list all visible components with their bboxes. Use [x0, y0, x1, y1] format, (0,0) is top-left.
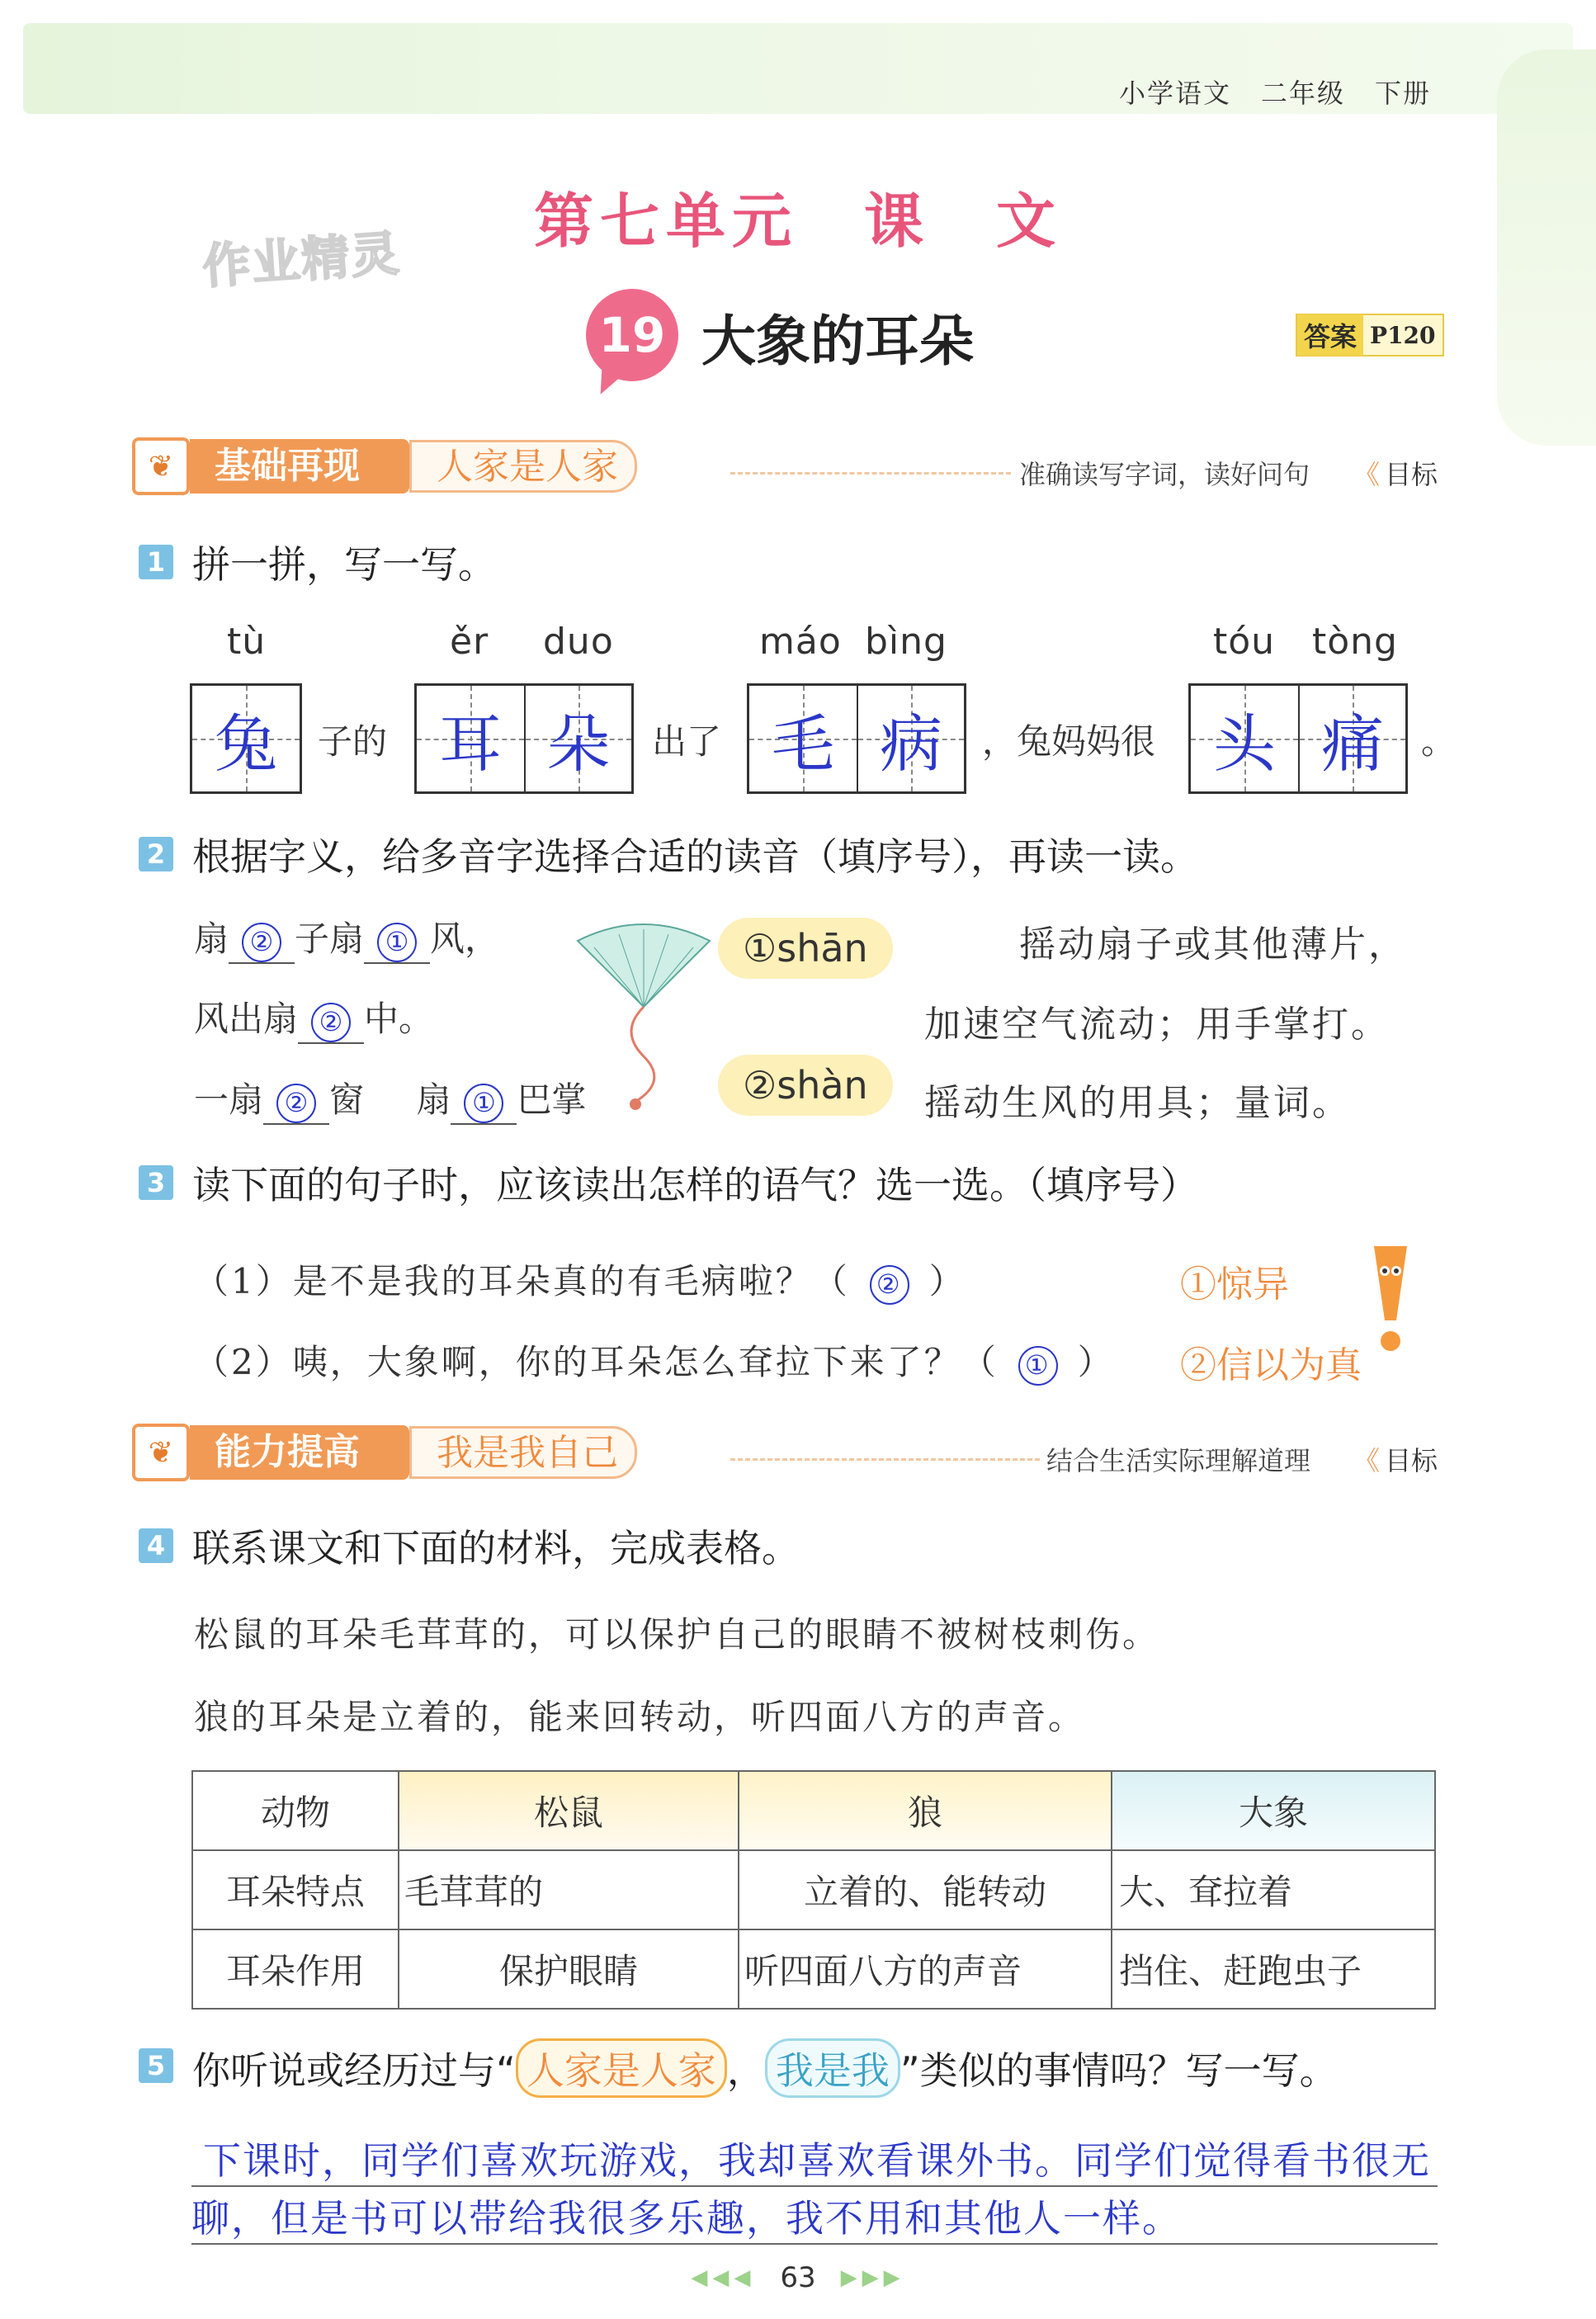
char-cell[interactable] [192, 686, 300, 791]
char-cell[interactable] [1191, 686, 1298, 791]
question-number: 2 [139, 837, 173, 871]
table-header: 大象 [1112, 1771, 1435, 1850]
answer-blank[interactable] [298, 999, 364, 1044]
char-answer: 朵 [547, 706, 610, 781]
row-label: 耳朵作用 [192, 1929, 399, 2009]
fan-icon [569, 916, 718, 1114]
sentence-text: ） [1077, 1342, 1115, 1382]
unit-title: 第七单元 课 文 [533, 187, 1062, 256]
exclamation-mascot-icon [1362, 1238, 1419, 1362]
row-label: 耳朵特点 [192, 1850, 399, 1929]
question-number: 5 [139, 2048, 173, 2083]
right-arrows-icon: ▶▶▶ [840, 2265, 905, 2290]
table-header: 动物 [192, 1771, 399, 1850]
char-answer: 病 [880, 706, 942, 781]
text: 你听说或经历过与“ [192, 2048, 516, 2093]
text: 子扇 [295, 919, 365, 959]
definition-1b: 加速空气流动；用手掌打。 [924, 1004, 1390, 1046]
goal-tag-label: 目标 [1385, 459, 1438, 490]
table-cell-answer[interactable]: 毛茸茸的 [399, 1850, 739, 1929]
char-grid-1[interactable] [190, 683, 302, 794]
char-answer: 毛 [772, 706, 834, 781]
text: 风， [430, 919, 500, 959]
lesson-title: 大象的耳朵 [701, 309, 974, 373]
question-title: 拼一拼，写一写。 [192, 542, 496, 587]
material-1: 松鼠的耳朵毛茸茸的，可以保护自己的眼睛不被树枝刺伤。 [194, 1614, 1160, 1655]
pinyin-tu: tù [227, 621, 267, 663]
divider [730, 472, 1011, 475]
goal-tag: 《 目标 [1353, 459, 1438, 490]
char-cell[interactable] [857, 686, 964, 791]
section-header-advanced [132, 1424, 637, 1481]
question-number: 3 [139, 1165, 173, 1200]
text: 扇 [194, 919, 229, 959]
char-answer: 耳 [439, 706, 502, 781]
watermark: 作业精灵 [201, 224, 403, 295]
section-main-label: 基础再现 [190, 439, 409, 494]
divider [730, 1458, 1040, 1461]
pinyin-bing: bìng [865, 621, 947, 663]
sentence-fragment: ，兔妈妈很 [982, 721, 1156, 762]
volume-label: 下册 [1374, 78, 1431, 109]
question-title: 联系课文和下面的材料，完成表格。 [192, 1526, 800, 1570]
table-cell: 立着的、能转动 [739, 1850, 1112, 1929]
question-title: 读下面的句子时，应该读出怎样的语气？选一选。（填序号） [192, 1163, 1198, 1207]
goal-tag-label: 目标 [1385, 1445, 1438, 1476]
section-sub-label: 人家是人家 [409, 440, 637, 493]
text: ”类似的事情吗？写一写。 [900, 2048, 1338, 2093]
char-grid-3[interactable] [747, 683, 966, 794]
answer-mark[interactable]: ① [1018, 1346, 1058, 1386]
char-cell[interactable] [1298, 686, 1405, 791]
answer-label: 答案 [1297, 314, 1363, 356]
tone-option-1: ①惊异 [1180, 1263, 1289, 1306]
table-row [192, 1929, 1435, 2009]
definition-1a: 摇动扇子或其他薄片， [1019, 923, 1407, 966]
char-cell[interactable] [749, 686, 857, 791]
question-title [192, 2038, 1338, 2098]
sentence-fragment: 子的 [318, 721, 388, 762]
tone-option-2: ②信以为真 [1180, 1344, 1362, 1386]
pinyin-tou: tóu [1213, 621, 1276, 663]
reading-option-2: ②shàn [718, 1055, 893, 1116]
answer-blank[interactable] [229, 919, 295, 964]
section-main-label: 能力提高 [190, 1425, 409, 1480]
fill-line-2 [194, 992, 433, 1044]
table-header: 松鼠 [399, 1771, 739, 1850]
page-footer [0, 2261, 1596, 2294]
answer-page: P120 [1370, 321, 1436, 349]
text: 巴掌 [517, 1079, 587, 1120]
definition-2: 摇动生风的用具；量词。 [924, 1082, 1351, 1124]
answer-mark[interactable]: ② [870, 1265, 909, 1305]
grade-label: 二年级 [1260, 78, 1345, 109]
text: 窗 [329, 1079, 365, 1120]
question-title: 根据字义，给多音字选择合适的读音（填序号），再读一读。 [192, 834, 1198, 879]
sentence-end: 。 [1421, 721, 1457, 762]
subject-label: 小学语文 [1118, 78, 1231, 109]
pinyin-duo: duo [543, 621, 614, 663]
char-answer: 头 [1213, 706, 1276, 781]
sentence-2 [194, 1335, 1115, 1386]
answer-blank[interactable] [364, 919, 430, 964]
book-icon: ❦ [132, 437, 190, 495]
highlight-phrase: 人家是人家 [516, 2038, 727, 2098]
table-header-row [192, 1771, 1435, 1850]
text: 中。 [364, 999, 434, 1039]
question-number: 1 [139, 545, 173, 579]
char-cell[interactable] [524, 686, 631, 791]
reading-option-1: ①shān [718, 918, 893, 979]
table-cell-answer[interactable]: 听四面八方的声音 [739, 1929, 1112, 2009]
char-cell[interactable] [417, 686, 524, 791]
book-icon: ❦ [132, 1424, 190, 1481]
page-number: 63 [780, 2261, 816, 2294]
answer-mark: ② [242, 923, 281, 962]
answer-mark: ① [377, 923, 417, 962]
answer-mark: ① [464, 1084, 503, 1123]
table-row [192, 1850, 1435, 1929]
sentence-text: （1）是不是我的耳朵真的有毛病啦？（ [194, 1261, 850, 1301]
char-answer: 兔 [215, 706, 277, 781]
pinyin-mao: máo [759, 621, 842, 663]
table-cell-answer[interactable]: 挡住、赶跑虫子 [1112, 1929, 1435, 2009]
left-arrows-icon: ◀◀◀ [691, 2265, 756, 2290]
section-goal: 结合生活实际理解道理 [1046, 1445, 1311, 1476]
sentence-text: （2）咦，大象啊，你的耳朵怎么耷拉下来了？（ [194, 1342, 999, 1382]
ear-table [191, 1770, 1436, 2010]
text: 扇 [416, 1079, 451, 1120]
fill-line-1 [194, 912, 499, 964]
table-cell-answer[interactable]: 大、耷拉着 [1112, 1850, 1435, 1929]
section-header-basic [132, 437, 637, 495]
section-sub-label: 我是我自己 [409, 1426, 637, 1479]
answer-blank[interactable] [263, 1079, 329, 1125]
char-grid-2[interactable] [414, 683, 634, 794]
text: ， [726, 2048, 765, 2093]
table-cell: 保护眼睛 [399, 1929, 739, 2009]
material-2: 狼的耳朵是立着的，能来回转动，听四面八方的声音。 [194, 1697, 1086, 1737]
text: 一扇 [194, 1079, 264, 1120]
sentence-text: ） [928, 1261, 966, 1301]
answer-mark: ② [311, 1003, 351, 1042]
answer-mark: ② [276, 1084, 316, 1123]
pinyin-er: ěr [450, 621, 489, 663]
answer-reference [1296, 314, 1444, 357]
section-goal: 准确读写字词，读好问句 [1019, 459, 1310, 490]
table-header: 狼 [739, 1771, 1112, 1850]
answer-line-1[interactable]: 下课时，同学们喜欢玩游戏，我却喜欢看课外书。同学们觉得看书很无 [191, 2131, 1438, 2187]
char-answer: 痛 [1321, 706, 1384, 781]
fill-line-3 [194, 1073, 586, 1125]
highlight-phrase: 我是我 [765, 2038, 900, 2098]
lesson-number-badge: 19 [586, 289, 678, 381]
sentence-1 [194, 1254, 966, 1305]
char-grid-4[interactable] [1188, 683, 1408, 794]
answer-blank[interactable] [451, 1079, 517, 1125]
pinyin-tong: tòng [1312, 621, 1398, 663]
sentence-fragment: 出了 [652, 721, 722, 762]
goal-tag: 《 目标 [1353, 1445, 1438, 1476]
question-number: 4 [139, 1528, 173, 1563]
book-info [1089, 73, 1431, 111]
text: 风出扇 [194, 999, 299, 1039]
answer-line-2[interactable]: 聊，但是书可以带给我很多乐趣，我不用和其他人一样。 [191, 2189, 1438, 2245]
